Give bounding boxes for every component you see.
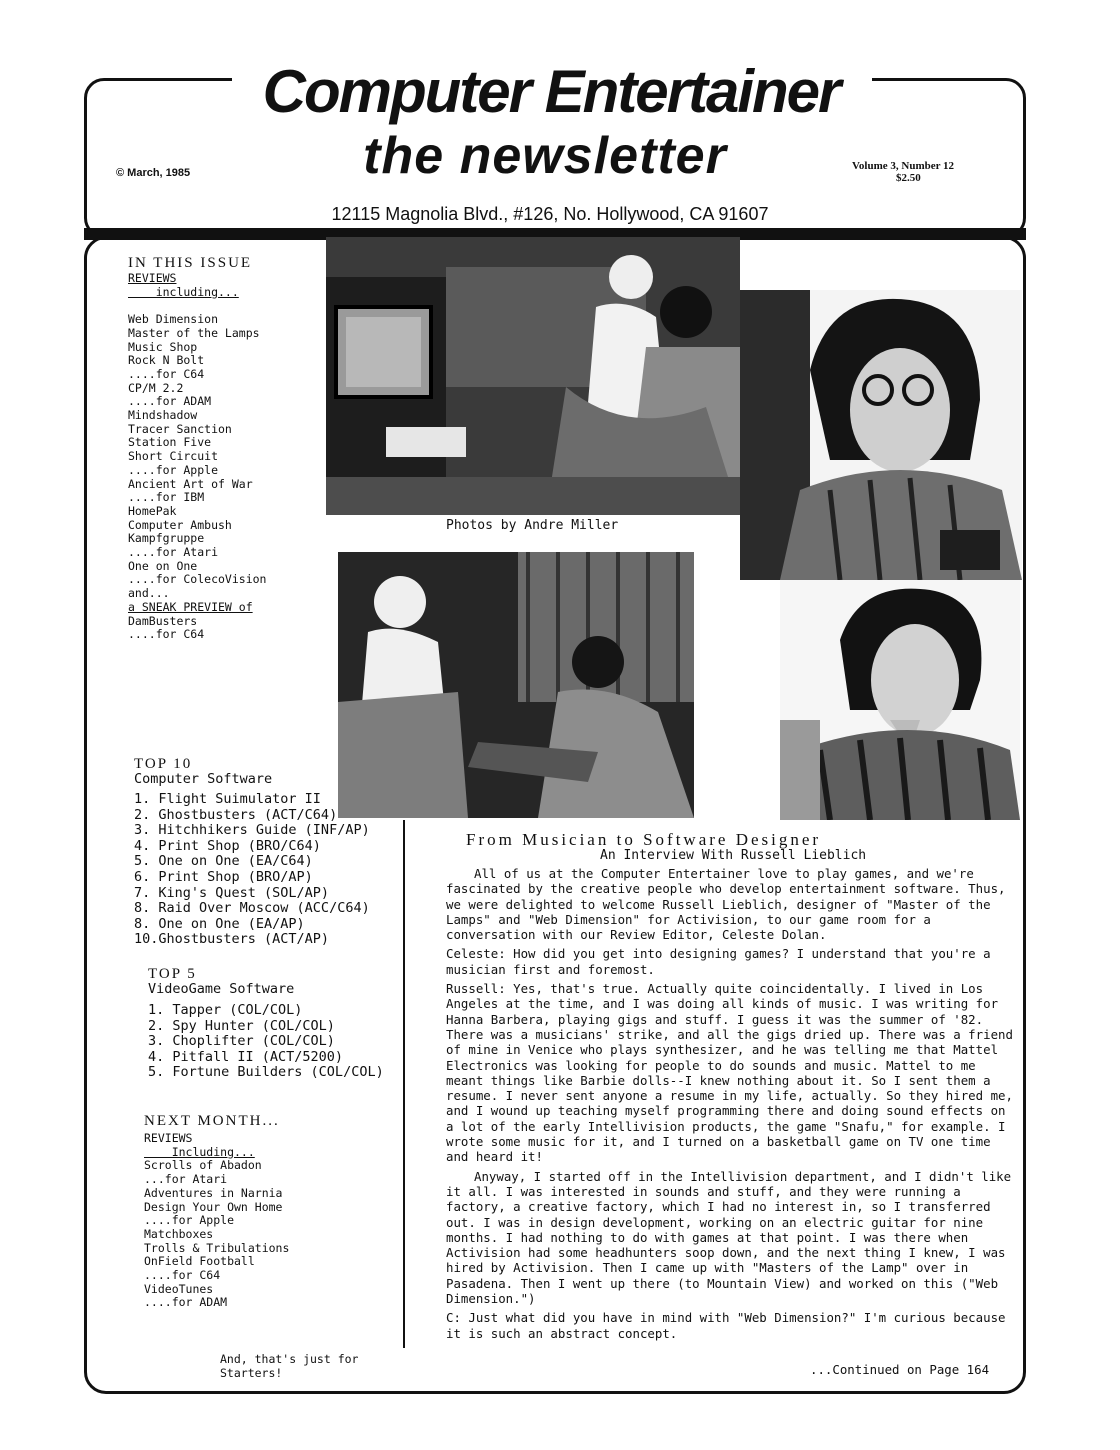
issue-list-item: Short Circuit bbox=[128, 449, 219, 464]
issue-list-item: Music Shop bbox=[128, 339, 198, 354]
top10-item: 10.Ghostbusters (ACT/AP) bbox=[134, 931, 330, 948]
issue-list-item: ....for C64 bbox=[128, 366, 205, 381]
article-subtitle: An Interview With Russell Lieblich bbox=[600, 848, 867, 863]
issue-list-item: including... bbox=[128, 284, 239, 299]
next-month-item: ....for Apple bbox=[144, 1213, 235, 1228]
column-rule bbox=[403, 820, 405, 1348]
issue-list-item: Master of the Lamps bbox=[128, 325, 260, 340]
volume-info bbox=[852, 160, 954, 184]
next-month-item: Adventures in Narnia bbox=[144, 1185, 283, 1200]
next-month-item: ....for ADAM bbox=[144, 1295, 228, 1310]
next-month-item: OnField Football bbox=[144, 1254, 255, 1269]
top10-subheading: Computer Software bbox=[134, 771, 273, 787]
issue-list-item: Mindshadow bbox=[128, 408, 198, 423]
top5-heading: TOP 5 bbox=[148, 966, 197, 982]
issue-list-item: Rock N Bolt bbox=[128, 353, 205, 368]
top10-list bbox=[134, 792, 370, 948]
article-paragraph: Anyway, I started off in the Intellivision department, and I didn't like it all. I was interested in sounds and stuff, and they were running a factory, a creative factory, which I had no interest in, so I transferred out. I was in design development, working on an electric guitar for nine months. I had nothing to do with games at that point. I was there when Activision had some headhunters soop down, and the next thing I knew, I was hired by Activision. Then I came up with "Masters of the Lamp" over in Pasadena. Then I went up there (to Mountain View) and worked on this ("Web Dimension.") bbox=[446, 1168, 1012, 1307]
top10-item: 1. Flight Suimulator II bbox=[134, 791, 321, 807]
continued-note: ...Continued on Page 164 bbox=[810, 1362, 990, 1377]
top10-item: 4. Print Shop (BRO/C64) bbox=[134, 837, 321, 854]
article-body bbox=[446, 866, 1020, 1345]
article-title: From Musician to Software Designer bbox=[466, 830, 822, 849]
in-this-issue-list bbox=[128, 272, 266, 642]
next-month-item: ...for Atari bbox=[144, 1172, 228, 1187]
issue-list-item: HomePak bbox=[128, 503, 177, 518]
in-this-issue-heading: IN THIS ISSUE bbox=[128, 255, 253, 271]
next-month-heading: NEXT MONTH... bbox=[144, 1113, 280, 1129]
issue-list-item: ....for Atari bbox=[128, 545, 219, 560]
article-paragraph: Russell: Yes, that's true. Actually quite coincidentally. I lived in Los Angeles at the time, and I was doing all kinds of music. I was writing for Hanna Barbera, playing gigs and stuff. I guess it was the summer of '82. There was a musicians' strike, and all the gigs dried up. There was a friend of mine in Venice who plays synthesizer, and he was telling me that Mattel Electronics was looking for people to do sounds and music. Mattel to me meant things like Barbie dolls--I knew nothing about it. So I sent them a resume. I never sent anyone a resume in my life, actually. So they hired me, and I wound up teaching myself programming there and doing sound effects on a lot of the early Intellivision products, the game "Snafu," for example. I wrote some music for it, and I turned on a basketball game on TV one time and heard it! bbox=[446, 981, 1013, 1165]
top10-item: 3. Hitchhikers Guide (INF/AP) bbox=[134, 822, 370, 839]
issue-list-item: Station Five bbox=[128, 435, 212, 450]
article-paragraph: All of us at the Computer Entertainer love to play games, and we're fascinated by the creative people who develop entertainment software. Thus, we were delighted to welcome Russell Lieblich, designer of "Master of the Lamps" and "Web Dimension" for Activision, to our game room for a conversation with our Review Editor, Celeste Dolan. bbox=[446, 866, 1006, 943]
issue-list-item: Kampfgruppe bbox=[128, 531, 205, 546]
next-month-item: Matchboxes bbox=[144, 1226, 214, 1241]
issue-list-item: ....for C64 bbox=[128, 627, 205, 642]
top10-item: 8. Raid Over Moscow (ACC/C64) bbox=[134, 900, 370, 917]
top5-item: 1. Tapper (COL/COL) bbox=[148, 1002, 303, 1018]
photo-interview bbox=[338, 552, 694, 818]
issue-list-item: REVIEWS bbox=[128, 271, 177, 285]
newsletter-subtitle: the newsletter bbox=[363, 127, 727, 185]
address: 12115 Magnolia Blvd., #126, No. Hollywood, CA 91607 bbox=[331, 204, 769, 224]
issue-list-item: ....for Apple bbox=[128, 462, 219, 477]
next-month-list bbox=[144, 1132, 289, 1310]
top10-item: 2. Ghostbusters (ACT/C64) bbox=[134, 806, 338, 823]
top5-item: 3. Choplifter (COL/COL) bbox=[148, 1033, 335, 1050]
issue-list-item: DamBusters bbox=[128, 613, 198, 628]
issue-list-item: Tracer Sanction bbox=[128, 421, 232, 436]
issue-list-item bbox=[128, 299, 266, 313]
top10-item: 8. One on One (EA/AP) bbox=[134, 915, 305, 932]
top5-list bbox=[148, 1003, 384, 1081]
top5-item: 2. Spy Hunter (COL/COL) bbox=[148, 1017, 335, 1034]
top5-item: 5. Fortune Builders (COL/COL) bbox=[148, 1064, 384, 1081]
next-month-item: Design Your Own Home bbox=[144, 1199, 283, 1214]
photo-designer-portrait bbox=[740, 290, 1022, 580]
top10-item: 5. One on One (EA/C64) bbox=[134, 853, 313, 870]
price: $2.50 bbox=[896, 172, 921, 184]
issue-list-item: ....for ColecoVision bbox=[128, 572, 267, 587]
next-month-item: Scrolls of Abadon bbox=[144, 1158, 262, 1173]
next-month-item: ....for C64 bbox=[144, 1268, 221, 1283]
next-month-item: Trolls & Tribulations bbox=[144, 1240, 290, 1255]
issue-list-item: Ancient Art of War bbox=[128, 476, 253, 491]
top10-heading: TOP 10 bbox=[134, 756, 193, 772]
next-month-item: Including... bbox=[144, 1144, 255, 1159]
next-month-item: REVIEWS bbox=[144, 1131, 193, 1145]
issue-list-item: One on One bbox=[128, 558, 198, 573]
top10-item: 6. Print Shop (BRO/AP) bbox=[134, 868, 313, 885]
photo-designer-smiling bbox=[780, 580, 1020, 820]
photo-credit: Photos by Andre Miller bbox=[446, 518, 619, 533]
article-paragraph: Celeste: How did you get into designing games? I understand that you're a musician first and foremost. bbox=[446, 946, 991, 977]
newsletter-title: Computer Entertainer bbox=[262, 58, 840, 125]
issue-list-item: Web Dimension bbox=[128, 312, 219, 327]
top5-subheading: VideoGame Software bbox=[148, 981, 295, 997]
issue-list-item: ....for ADAM bbox=[128, 394, 212, 409]
issue-list-item: a SNEAK PREVIEW of bbox=[128, 599, 253, 614]
photo-game-room bbox=[326, 237, 740, 515]
issue-list-item: Computer Ambush bbox=[128, 517, 232, 532]
volume-number: Volume 3, Number 12 bbox=[852, 160, 955, 172]
issue-list-item: and... bbox=[128, 586, 170, 601]
issue-list-item: CP/M 2.2 bbox=[128, 380, 184, 395]
article-paragraph: C: Just what did you have in mind with "Web Dimension?" I'm curious because it is such an abstract concept. bbox=[446, 1310, 1006, 1341]
next-month-item: VideoTunes bbox=[144, 1281, 214, 1296]
closing-note: And, that's just for Starters! bbox=[220, 1352, 359, 1380]
top5-item: 4. Pitfall II (ACT/5200) bbox=[148, 1048, 344, 1065]
issue-date: © March, 1985 bbox=[116, 167, 191, 179]
top10-item: 7. King's Quest (SOL/AP) bbox=[134, 884, 330, 901]
issue-list-item: ....for IBM bbox=[128, 490, 205, 505]
